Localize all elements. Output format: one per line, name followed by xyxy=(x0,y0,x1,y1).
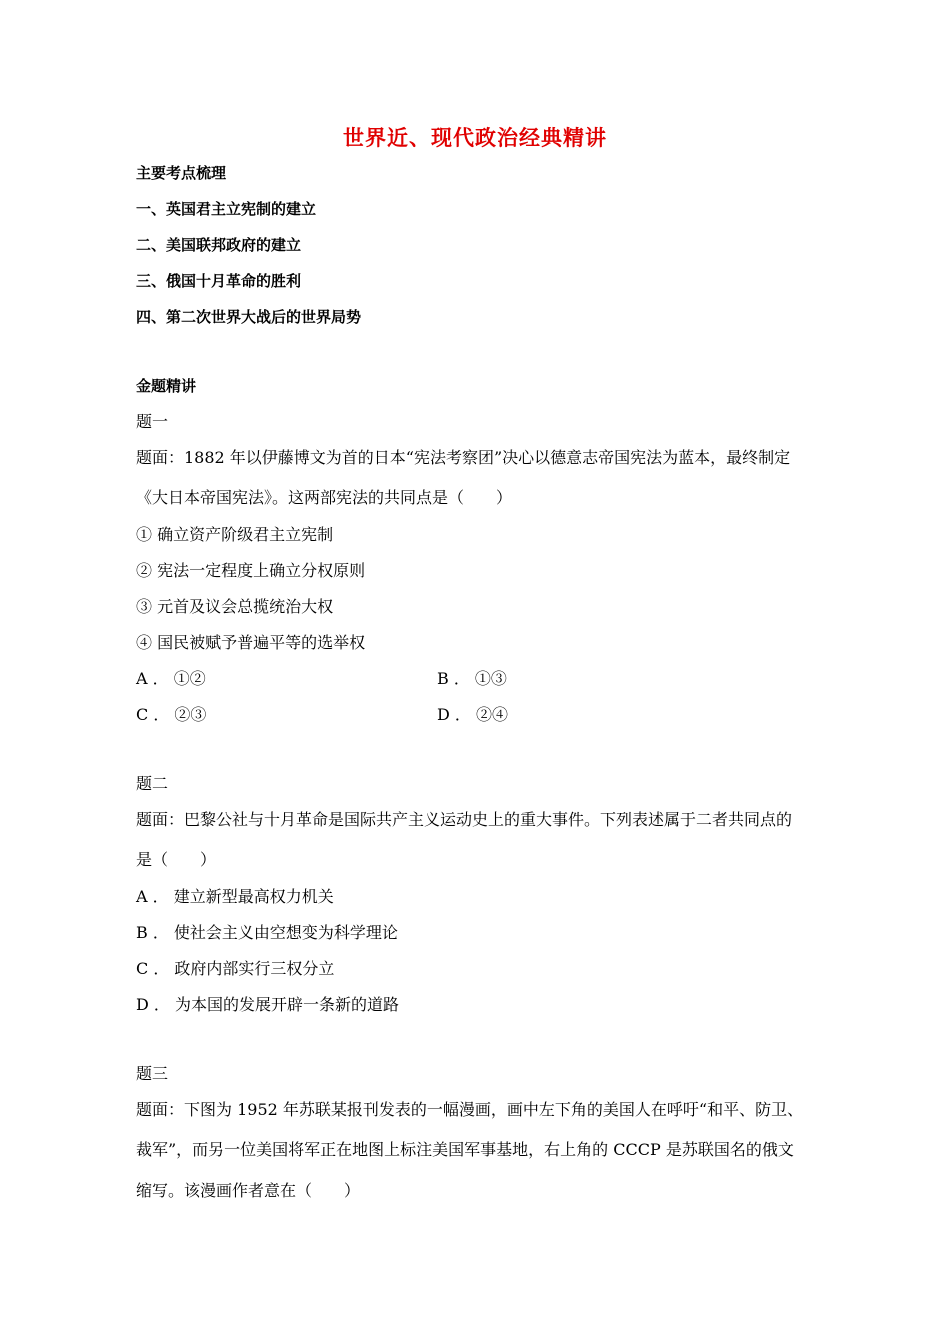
question-label: 题二 xyxy=(136,774,169,793)
answer-option-d: D ． ②④ xyxy=(437,705,509,724)
question-stem: 《大日本帝国宪法》。这两部宪法的共同点是（ ） xyxy=(136,488,513,507)
question-stem: 题面：下图为 1952 年苏联某报刊发表的一幅漫画，画中左下角的美国人在呼吁“和平、防卫、 xyxy=(136,1100,804,1119)
answer-option-a: A ． 建立新型最高权力机关 xyxy=(136,887,334,906)
answer-option-b: B ． ①③ xyxy=(437,669,507,688)
answer-option-d: D ． 为本国的发展开辟一条新的道路 xyxy=(136,995,400,1014)
answer-option-b: B ． 使社会主义由空想变为科学理论 xyxy=(136,923,398,942)
outline-item: 三、俄国十月革命的胜利 xyxy=(136,272,302,290)
statement: ③ 元首及议会总揽统治大权 xyxy=(136,597,334,616)
answer-option-c: C ． 政府内部实行三权分立 xyxy=(136,959,335,978)
question-stem: 缩写。该漫画作者意在（ ） xyxy=(136,1181,361,1200)
question-stem: 题面：1882 年以伊藤博文为首的日本“宪法考察团”决心以德意志帝国宪法为蓝本，最终制定 xyxy=(136,448,791,467)
outline-heading: 主要考点梳理 xyxy=(136,164,227,182)
document-title: 世界近、现代政治经典精讲 xyxy=(343,126,607,150)
question-stem: 题面：巴黎公社与十月革命是国际共产主义运动史上的重大事件。下列表述属于二者共同点的 xyxy=(136,810,793,829)
outline-item: 一、英国君主立宪制的建立 xyxy=(136,200,317,218)
answer-option-c: C ． ②③ xyxy=(136,705,207,724)
answer-option-a: A ． ①② xyxy=(136,669,206,688)
outline-item: 四、第二次世界大战后的世界局势 xyxy=(136,308,362,326)
statement: ④ 国民被赋予普遍平等的选举权 xyxy=(136,633,366,652)
question-stem: 裁军”，而另一位美国将军正在地图上标注美国军事基地，右上角的 CCCP 是苏联国名的俄文 xyxy=(136,1140,794,1159)
section-heading: 金题精讲 xyxy=(136,377,197,395)
statement: ① 确立资产阶级君主立宪制 xyxy=(136,525,334,544)
question-label: 题三 xyxy=(136,1064,169,1083)
question-label: 题一 xyxy=(136,412,169,431)
statement: ② 宪法一定程度上确立分权原则 xyxy=(136,561,366,580)
outline-item: 二、美国联邦政府的建立 xyxy=(136,236,302,254)
question-stem: 是（ ） xyxy=(136,850,217,869)
